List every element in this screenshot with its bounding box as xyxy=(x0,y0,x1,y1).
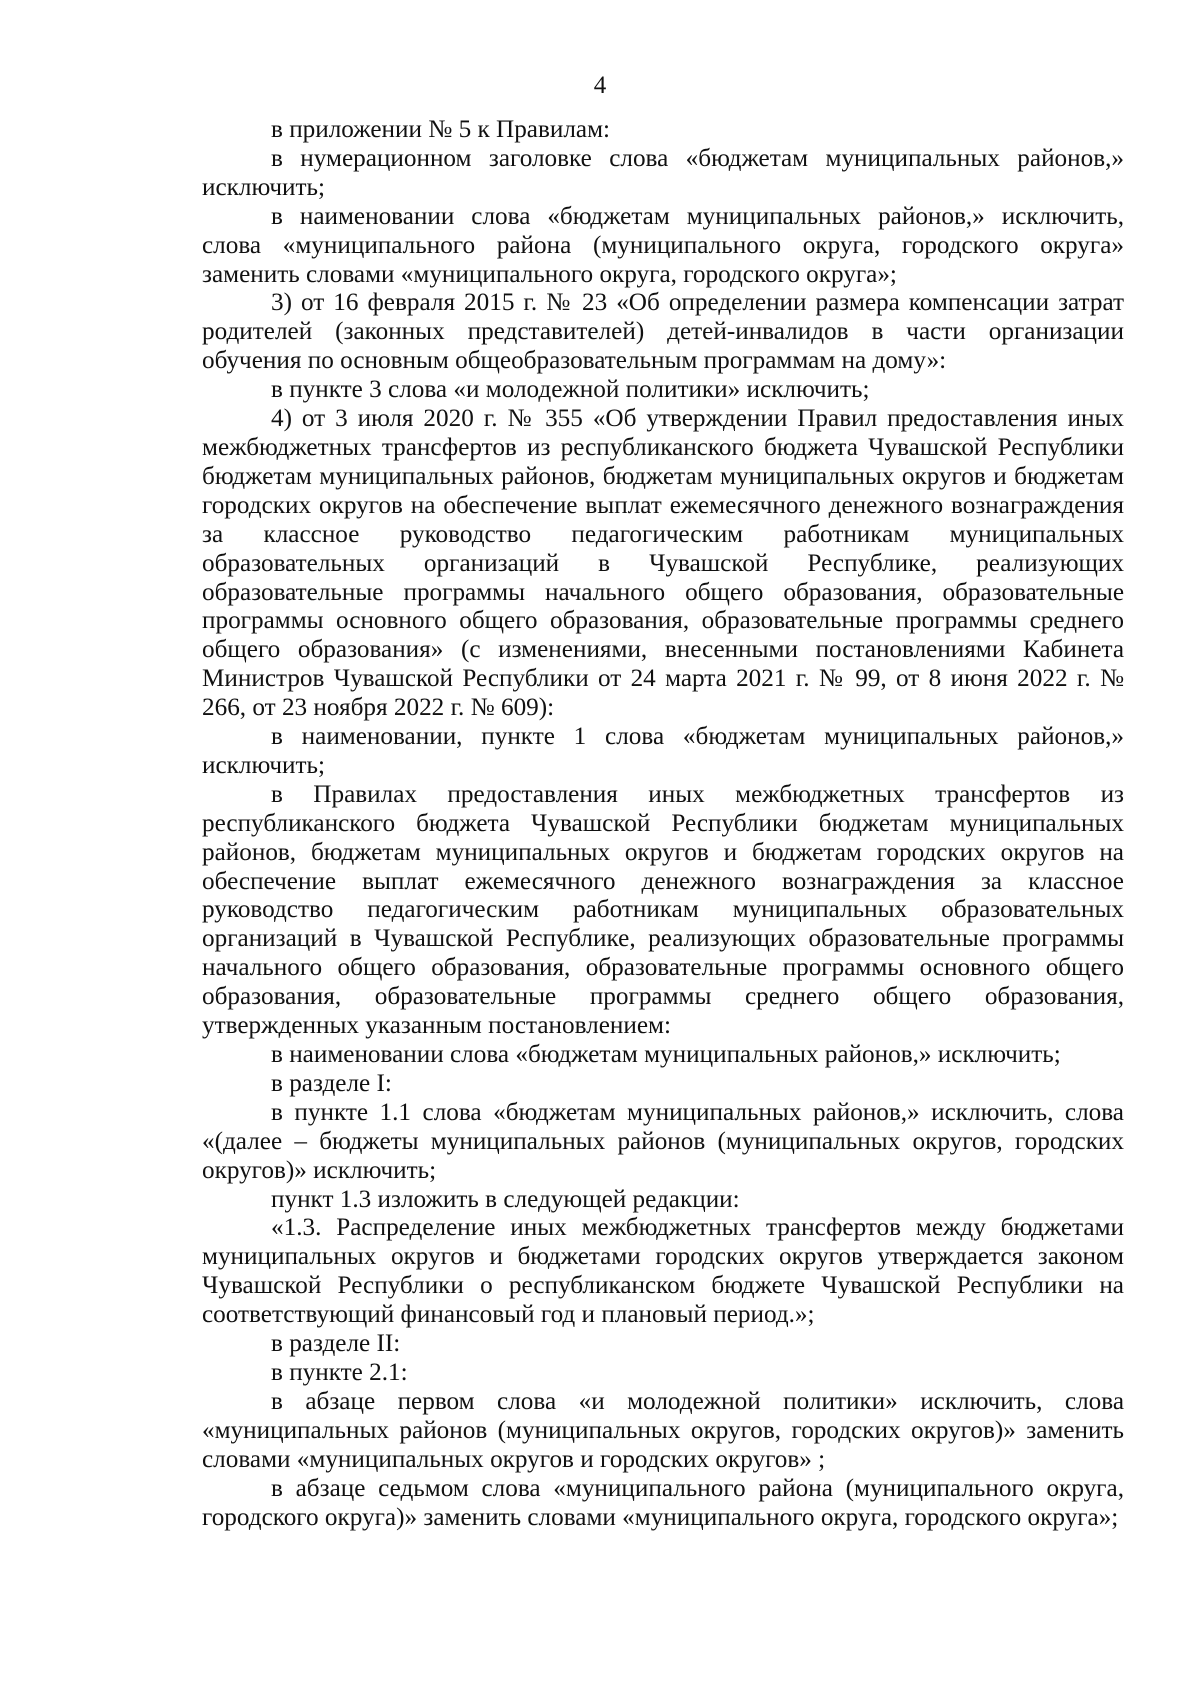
paragraph-section-2: в разделе II: xyxy=(271,1330,401,1358)
paragraph-point-3: в пункте 3 слова «и молодежной политики» исключить; xyxy=(271,376,870,404)
paragraph-item-4: 4) от 3 июля 2020 г. № 355 «Об утверждении Правил предоставления иных межбюджетных трансфертов из республиканского бюджета Чувашской Республики бюджетам муниципальных районов, бюджетам муниципальных округов и бюджетам городских округов на обеспечение выплат ежемесячного денежного вознаграждения за классное руководство педагогическим работникам муниципальных образовательных организаций в Чувашской Республике, реализующих образовательные программы начального общего образования, образовательные программы основного общего образования, образовательные программы среднего общего образования» (с изменениями, внесенными постановлениями Кабинета Министров Чувашской Республики от 24 марта 2021 г. № 99, от 8 июня 2022 г. № 266, от 23 ноября 2022 г. № 609): xyxy=(202,405,1124,722)
paragraph-rules: в Правилах предоставления иных межбюджетных трансфертов из республиканского бюджета Чувашской Республики бюджетам муниципальных районов, бюджетам муниципальных округов и бюджетам городских округов на обеспечение выплат ежемесячного денежного вознаграждения за классное руководство педагогическим работникам муниципальных образовательных организаций в Чувашской Республике, реализующих образовательные программы начального общего образования, образовательные программы основного общего образования, образовательные программы среднего общего образования, утвержденных указанным постановлением: xyxy=(202,780,1124,1040)
paragraph-point-1-1: в пункте 1.1 слова «бюджетам муниципальных районов,» исключить, слова «(далее – бюджеты муниципальных районов (муниципальных округов, городских округов)» исключить; xyxy=(202,1098,1124,1184)
paragraph-numbering-header: в нумерационном заголовке слова «бюджетам муниципальных районов,» исключить; xyxy=(202,144,1124,201)
paragraph-point-1-3-text: «1.3. Распределение иных межбюджетных трансфертов между бюджетами муниципальных округов и бюджетами городских округов утверждается законом Чувашской Республики о республиканском бюджете Чувашской Республики на соответствующий финансовый год и плановый период.»; xyxy=(202,1214,1124,1329)
paragraph-title-point-1: в наименовании, пункте 1 слова «бюджетам муниципальных районов,» исключить; xyxy=(202,723,1124,779)
paragraph-point-1-3: пункт 1.3 изложить в следующей редакции: xyxy=(271,1185,740,1213)
paragraph-section-1: в разделе I: xyxy=(271,1069,392,1097)
paragraph-first-abzac: в абзаце первом слова «и молодежной политики» исключить, слова «муниципальных районов (муниципальных округов, городских округов)» заменить словами «муниципальных округов и городских округов» ; xyxy=(202,1387,1124,1473)
paragraph-item-3: 3) от 16 февраля 2015 г. № 23 «Об определении размера компенсации затрат родителей (законных представителей) детей-инвалидов в части организации обучения по основным общеобразовательным программам на дому»: xyxy=(202,289,1124,375)
paragraph-rules-title: в наименовании слова «бюджетам муниципальных районов,» исключить; xyxy=(271,1041,1061,1068)
paragraph-appendix-5: в приложении № 5 к Правилам: xyxy=(271,116,611,143)
document-body xyxy=(202,116,1124,1532)
paragraph-point-2-1: в пункте 2.1: xyxy=(271,1358,408,1386)
page-number: 4 xyxy=(593,72,607,99)
paragraph-seventh-abzac: в абзаце седьмом слова «муниципального района (муниципального округа, городского округа)» заменить словами «муниципального округа, городского округа»; xyxy=(202,1474,1124,1531)
paragraph-title-change: в наименовании слова «бюджетам муниципальных районов,» исключить, слова «муниципального района (муниципального округа, городского округа» заменить словами «муниципального округа, городского округа»; xyxy=(202,202,1124,288)
